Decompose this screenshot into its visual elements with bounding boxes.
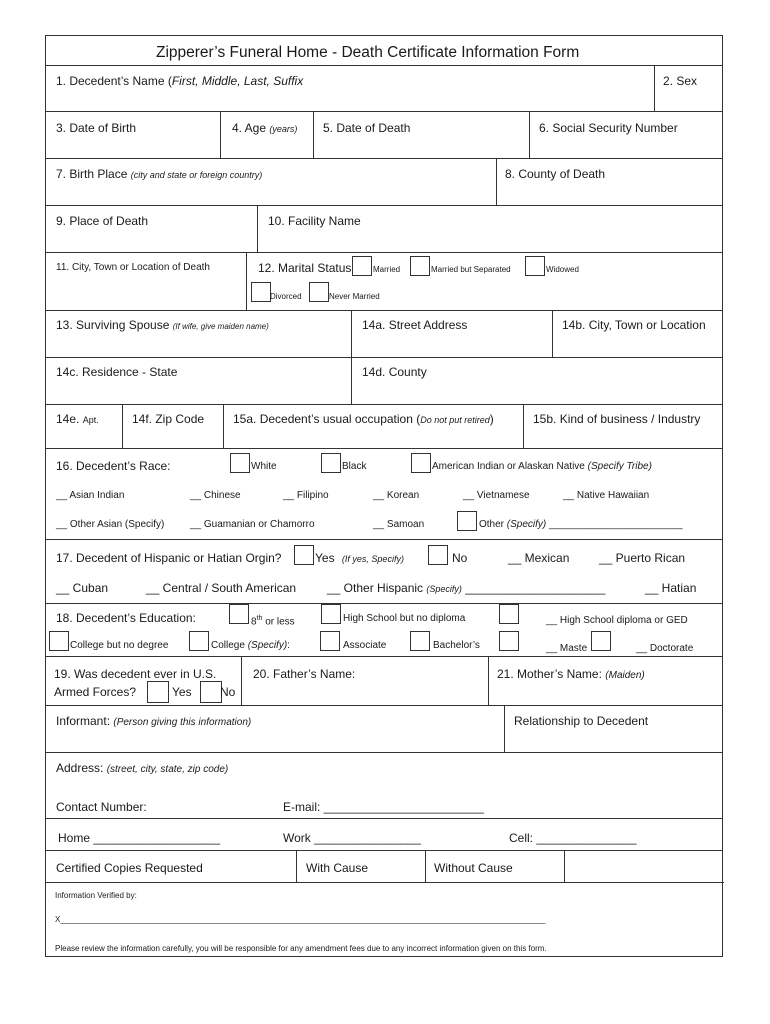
race-vietnamese-option[interactable]: __ Vietnamese [463,490,530,501]
surviving-spouse-hint: (If wife, give maiden name) [172,322,269,331]
armed-forces-yes-label: Yes [172,685,192,699]
county-of-death-field[interactable]: 8. County of Death [505,167,606,181]
edu-8th-number: 8 [251,616,257,628]
hispanic-mexican-option[interactable]: __ Mexican [508,551,570,565]
edu-college-hint: (Specify) [247,640,288,651]
father-name-field[interactable]: 20. Father’s Name: [253,667,356,681]
race-other-field[interactable] [479,518,683,532]
race-native-hint: (Specify Tribe) [587,461,652,472]
hispanic-central-south-option[interactable]: __ Central / South American [146,581,297,595]
edu-college-no-degree-label: College but no degree [70,640,169,651]
form-notice: Please review the information carefully, you will be responsible for any amendment fees due to any incorrect information given on this form. [55,944,547,953]
age-field[interactable] [232,121,297,136]
edu-bachelor-checkbox[interactable] [410,631,430,651]
widowed-checkbox[interactable] [525,256,545,276]
hispanic-yes-label: Yes [315,551,335,565]
divider [223,404,224,448]
informant-field[interactable] [56,714,251,730]
edu-hs-diploma-option[interactable]: __ High School diploma or GED [546,615,688,626]
informant-label: Informant: [56,714,111,728]
contact-number-label: Contact Number: [56,800,147,814]
race-other-hint: (Specify) [506,519,547,530]
facility-name-field[interactable]: 10. Facility Name [268,214,361,228]
edu-8th-field [251,612,295,629]
divorced-checkbox[interactable] [251,282,271,302]
divider [552,310,553,357]
armed-forces-yes-checkbox[interactable] [147,681,169,703]
divider [46,656,722,657]
armed-forces-no-label: No [220,685,236,699]
race-native-checkbox[interactable] [411,453,431,473]
divider [46,310,722,311]
never-married-checkbox[interactable] [309,282,329,302]
mother-name-hint: (Maiden) [605,670,645,681]
armed-forces-question-a: 19. Was decedent ever in U.S. [54,667,217,681]
without-cause-field[interactable]: Without Cause [434,861,513,875]
edu-doctorate-checkbox[interactable] [499,631,519,651]
hispanic-yes-field [315,551,404,566]
divider [351,310,352,404]
occupation-hint: Do not put retired [420,415,490,425]
divider [504,705,505,752]
signature-line[interactable]: X_____________________________________________________________________________________________________________ [55,915,546,924]
divider [46,603,722,604]
edu-bachelor-label: Bachelor’s [433,640,480,651]
decedent-name-label: 1. Decedent’s Name ( [56,74,172,88]
race-other-checkbox[interactable] [457,511,477,531]
race-guamanian-option[interactable]: __ Guamanian or Chamorro [190,519,315,530]
race-black-checkbox[interactable] [321,453,341,473]
divider [529,111,530,158]
birth-place-hint: (city and state or foreign country) [130,170,263,180]
residence-state-field[interactable]: 14c. Residence - State [56,365,178,379]
divider [46,448,722,449]
hispanic-hatian-option[interactable]: __ Hatian [645,581,697,595]
business-industry-field[interactable]: 15b. Kind of business / Industry [533,412,701,426]
hispanic-no-label: No [452,551,468,565]
hispanic-other-hint: (Specify) [426,584,462,594]
hispanic-yes-hint: (If yes, Specify) [341,554,404,564]
mother-name-label: 21. Mother’s Name: [497,667,602,681]
edu-8th-checkbox[interactable] [229,604,249,624]
birth-place-field[interactable] [56,167,262,182]
hispanic-other-line: _____________________ [465,581,606,595]
divider [296,850,297,882]
address-label: Address: [56,761,104,775]
edu-8th-suffix: th [256,615,263,622]
address-field[interactable] [56,761,228,777]
race-black-label: Black [342,461,367,472]
hispanic-puerto-rican-option[interactable]: __ Puerto Rican [599,551,686,565]
cell-phone-field[interactable]: Cell: _______________ [509,831,637,845]
divider [654,65,655,111]
edu-college-no-degree-checkbox[interactable] [49,631,69,651]
occupation-field[interactable] [233,412,494,427]
divider [46,818,722,819]
hispanic-other-option[interactable] [327,581,605,596]
race-other-asian-option[interactable]: __ Other Asian (Specify) [56,519,165,530]
divider [46,205,722,206]
edu-associate-checkbox[interactable] [320,631,340,651]
divider [46,65,722,66]
edu-college-colon: : [287,640,290,651]
divorced-label: Divorced [270,292,302,301]
relationship-field[interactable]: Relationship to Decedent [514,714,649,728]
street-address-field[interactable]: 14a. Street Address [362,318,468,332]
certified-copies-label: Certified Copies Requested [56,861,203,875]
edu-associate-label: Associate [343,640,387,651]
email-field[interactable]: E-mail: ________________________ [283,800,484,814]
education-label: 18. Decedent’s Education: [56,611,196,625]
race-samoan-option[interactable]: __ Samoan [373,519,425,530]
occupation-close: ) [489,412,494,426]
edu-hs-diploma-checkbox[interactable] [499,604,519,624]
city-of-death-field[interactable]: 11. City, Town or Location of Death [56,262,210,273]
divider [46,111,722,112]
divider [46,752,722,753]
divider [488,656,489,705]
married-separated-label: Married but Separated [431,265,511,274]
married-label: Married [373,265,401,274]
hispanic-label: 17. Decedent of Hispanic or Hatian Orgin? [56,551,282,565]
informant-hint: (Person giving this information) [113,717,252,728]
edu-hs-no-diploma-label: High School but no diploma [343,613,466,624]
divider [425,850,426,882]
divider [46,252,722,253]
city-town-field[interactable]: 14b. City, Town or Location [562,318,706,332]
apt-label: Apt. [82,415,99,425]
date-of-death-field[interactable]: 5. Date of Death [323,121,411,135]
mother-name-field[interactable] [497,667,645,683]
divider [46,882,724,883]
occupation-label: 15a. Decedent’s usual occupation ( [233,412,421,426]
edu-hs-no-diploma-checkbox[interactable] [321,604,341,624]
divider [46,404,722,405]
zip-code-field[interactable]: 14f. Zip Code [132,412,205,426]
race-other-line: ________________________ [549,519,683,530]
edu-master-checkbox[interactable] [591,631,611,651]
race-native-field [432,460,652,474]
married-separated-checkbox[interactable] [410,256,430,276]
married-checkbox[interactable] [352,256,372,276]
armed-forces-no-checkbox[interactable] [200,681,222,703]
address-hint: (street, city, state, zip code) [106,764,229,775]
divider [241,656,242,705]
divider [46,158,722,159]
decedent-name-hint: First, Middle, Last, Suffix [171,74,304,88]
divider [496,158,497,205]
edu-doctorate-option[interactable]: __ Doctorate [636,643,694,654]
sex-field[interactable]: 2. Sex [663,74,698,88]
edu-college-field [211,639,290,653]
divider [46,850,722,851]
race-filipino-option[interactable]: __ Filipino [283,490,329,501]
race-korean-option[interactable]: __ Korean [373,490,420,501]
surviving-spouse-label: 13. Surviving Spouse [56,318,170,332]
decedent-name-field[interactable] [56,74,303,88]
edu-college-checkbox[interactable] [189,631,209,651]
race-white-label: White [251,461,277,472]
edu-master-option[interactable]: __ Maste [546,643,588,654]
county-field[interactable]: 14d. County [362,365,427,379]
divider [46,357,722,358]
race-label: 16. Decedent’s Race: [56,459,171,473]
date-of-birth-field[interactable]: 3. Date of Birth [56,121,137,135]
race-chinese-option[interactable]: __ Chinese [190,490,241,501]
never-married-label: Never Married [329,292,380,301]
edu-8th-label: or less [265,616,295,628]
divider [246,252,247,310]
apt-field[interactable] [56,412,99,427]
information-verified-label: Information Verified by: [55,891,137,900]
race-native-label: American Indian or Alaskan Native [432,461,585,472]
divider [257,205,258,252]
age-hint: (years) [269,124,298,134]
with-cause-field[interactable]: With Cause [306,861,369,875]
marital-status-label: 12. Marital Status [258,261,352,275]
divider [523,404,524,448]
armed-forces-question-b: Armed Forces? [54,685,137,699]
race-white-checkbox[interactable] [230,453,250,473]
divider [46,539,722,540]
edu-college-label: College [211,640,245,651]
hispanic-other-label: __ Other Hispanic [327,581,424,595]
divider [122,404,123,448]
surviving-spouse-field[interactable] [56,318,269,334]
place-of-death-field[interactable]: 9. Place of Death [56,214,149,228]
age-label: 4. Age [232,121,267,135]
work-phone-field[interactable]: Work ________________ [283,831,421,845]
form-title: Zipperer’s Funeral Home - Death Certificate Information Form [156,44,580,61]
ssn-field[interactable]: 6. Social Security Number [539,121,678,135]
home-phone-field[interactable]: Home ___________________ [58,831,221,845]
divider [564,850,565,882]
death-certificate-form [45,35,723,957]
hispanic-no-checkbox[interactable] [428,545,448,565]
race-asian-indian-option[interactable]: __ Asian Indian [56,490,125,501]
hispanic-yes-checkbox[interactable] [294,545,314,565]
race-other-label: Other [479,519,505,530]
apt-number-label: 14e. [56,412,80,426]
widowed-label: Widowed [546,265,579,274]
divider [220,111,221,158]
hispanic-cuban-option[interactable]: __ Cuban [56,581,109,595]
race-hawaiian-option[interactable]: __ Native Hawaiian [563,490,650,501]
divider [46,705,722,706]
birth-place-label: 7. Birth Place [56,167,128,181]
divider [313,111,314,158]
